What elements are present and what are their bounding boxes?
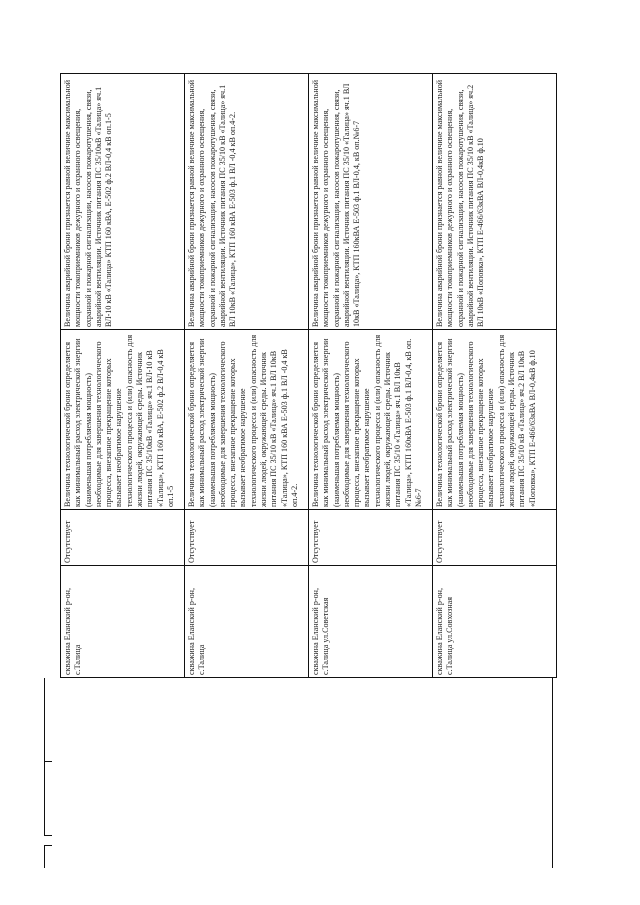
emergency-reserve-cell: Величина аварийной брони признается равной величине максимальной мощности токоприемников дежурного и охранного освещения, охранной и пожарной сигнализации, насосов пожаротушения, связи, аварийной вентиляции. Источник питания ПС 35/10кВ «Талица» яч.1 ВЛ-10 кВ «Талица» КТП 160 кВА, Е-502 ф.2 ВЛ-0,4 кВ оп.1-5 bbox=[61, 74, 185, 330]
table-row bbox=[433, 74, 557, 678]
status-cell: Отсутствует bbox=[61, 510, 185, 566]
emergency-reserve-cell: Величина аварийной брони признается равной величине максимальной мощности токоприемников дежурного и охранного освещения, охранной и пожарной сигнализации, насосов пожаротушения, связи, аварийной вентиляции. Источник питания ПС 35/10 кВ «Талица» яч.2 ВЛ 10кВ «Поповка», КТП Е-466/63кВА ВЛ-0,4кВ ф.10 bbox=[433, 74, 557, 330]
status-cell: Отсутствует bbox=[185, 510, 309, 566]
tech-reserve-cell: Величина технологической брони определяется как минимальный расход электрической энергии (наименьшая потребляемая мощность) необходимые для завершения технологического процесса, внезапное прекращение которых вызывает необратимое нарушение технологического процесса и (или) опасность для жизни людей, окружающей среды. Источник питания ПС 35/10кВ «Талица» яч.1 ВЛ-10 кВ «Талица», КТП 160 кВА, Е-502 ф.2 ВЛ-0,4 кВ оп.1-5 bbox=[61, 330, 185, 510]
object-cell: скважина Еланский р-он, с.Талица bbox=[61, 566, 185, 678]
status-cell: Отсутствует bbox=[309, 510, 433, 566]
rule-line bbox=[552, 678, 553, 868]
object-cell: скважина Еланский р-он, с.Талица ул.Совхозная bbox=[433, 566, 557, 678]
rule-tick bbox=[44, 761, 52, 762]
reservation-table bbox=[60, 73, 557, 678]
tech-reserve-cell: Величина технологической брони определяется как минимальный расход электрической энергии (наименьшая потребляемая мощность) необходимые для завершения технологического процесса, внезапное прекращение которых вызывает необратимое нарушение технологического процесса и (или) опасность для жизни людей, окружающей среды. Источник питания ПС 35/10 кВ «Талица» яч.1 ВЛ 10кВ «Талица», КТП 160 кВА Е-503 ф.1 ВЛ -0,4 кВ оп.4-2. bbox=[185, 330, 309, 510]
status-cell: Отсутствует bbox=[433, 510, 557, 566]
table-row bbox=[309, 74, 433, 678]
table-row bbox=[185, 74, 309, 678]
object-cell: скважина Еланский р-он, с.Талица bbox=[185, 566, 309, 678]
object-cell: скважина Еланский р-он, с.Талица ул.Советская bbox=[309, 566, 433, 678]
rotated-page bbox=[44, 62, 552, 868]
rule-line bbox=[44, 846, 45, 868]
rule-tick bbox=[44, 845, 52, 846]
emergency-reserve-cell: Величина аварийной брони признается равной величине максимальной мощности токоприемников дежурного и охранного освещения, охранной и пожарной сигнализации, насосов пожаротушения, связи, аварийной вентиляции. Источник питания ПС 35/10 «Талица» яч.1 ВЛ 10кВ «Талица», КТП 160кВА Е-503 ф.1 ВЛ-0,4, кВ оп.№6-7 bbox=[309, 74, 433, 330]
rule-line bbox=[44, 678, 45, 836]
table-row bbox=[61, 74, 185, 678]
tech-reserve-cell: Величина технологической брони определяется как минимальный расход электрической энергии (наименьшая потребляемая мощность) необходимые для завершения технологического процесса, внезапное прекращение которых вызывает необратимое нарушение технологического процесса и (или) опасность для жизни людей, окружающей среды. Источник питания ПС 35/10 «Талица» яч.1 ВЛ 10кВ «Талица», КТП 160кВА Е-503 ф.1 ВЛ-0,4, кВ оп.№6-7 bbox=[309, 330, 433, 510]
tech-reserve-cell: Величина технологической брони определяется как минимальный расход электрической энергии (наименьшая потребляемая мощность) необходимые для завершения технологического процесса, внезапное прекращение которых вызывает необратимое нарушение технологического процесса и (или) опасность для жизни людей, окружающей среды. Источник питания ПС 35/10 кВ «Талица» яч.2 ВЛ 10кВ «Поповка», КТП Е-466/63кВА ВЛ-0,4кВ ф.10 bbox=[433, 330, 557, 510]
rule-tick bbox=[44, 835, 52, 836]
emergency-reserve-cell: Величина аварийной брони признается равной величине максимальной мощности токоприемников дежурного и охранного освещения, охранной и пожарной сигнализации, насосов пожаротушения, связи, аварийной вентиляции. Источник питания ПС 35/10 кВ «Талица» яч.1 ВЛ 10кВ «Талица», КТП 160 кВА Е-503 ф.1 ВЛ -0,4 кВ оп.4-2. bbox=[185, 74, 309, 330]
